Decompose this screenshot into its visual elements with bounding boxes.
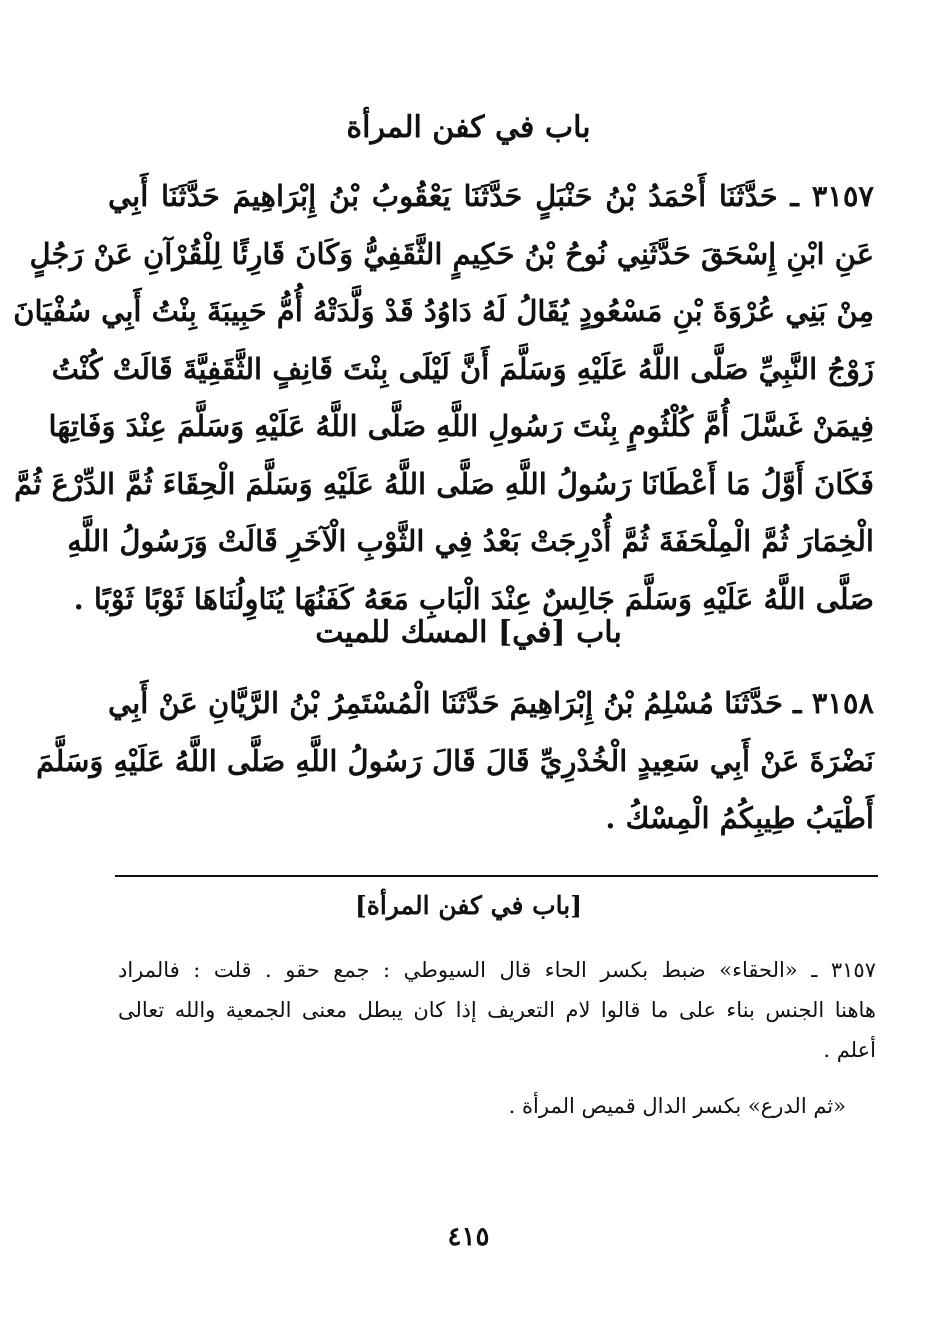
footnote-line: هاهنا الجنس بناء على ما قالوا لام التعريف إذا كان يبطل معنى الجمعية والله تعالى [118, 998, 876, 1022]
hadith-3158 [36, 675, 874, 848]
hadith-line: الْخِمَارَ ثُمَّ الْمِلْحَفَةَ ثُمَّ أُدْرِجَتْ بَعْدُ فِي الثَّوْبِ الْآخَرِ قَالَتْ وَرَسُولُ اللَّهِ [67, 524, 874, 558]
footnotes [118, 950, 876, 1126]
footnote-line: «ثم الدرع» بكسر الدال قميص المرأة . [508, 1094, 846, 1118]
footnote-line: ٣١٥٧ ـ «الحقاء» ضبط بكسر الحاء قال السيوطي : جمع حقو . قلت : فالمراد [118, 958, 876, 982]
chapter-heading-musk-for-deceased: باب [في] المسك للميت [315, 615, 622, 650]
hadith-line: مِنْ بَنِي عُرْوَةَ بْنِ مَسْعُودٍ يُقَالُ لَهُ دَاوُدُ قَدْ وَلَّدَتْهُ أُمُّ حَبِيبَةَ بِنْتُ أَبِي سُفْيَانَ [13, 294, 874, 328]
hadith-line: نَضْرَةَ عَنْ أَبِي سَعِيدٍ الْخُدْرِيِّ قَالَ قَالَ رَسُولُ اللَّهِ صَلَّى اللَّهُ عَلَيْهِ وَسَلَّمَ [36, 743, 874, 778]
hadith-line: عَنِ ابْنِ إِسْحَقَ حَدَّثَنِي نُوحُ بْنُ حَكِيمٍ الثَّقَفِيُّ وَكَانَ قَارِئًا لِلْقُرْآنِ عَنْ رَجُلٍ [29, 236, 874, 271]
hadith-line: فَكَانَ أَوَّلُ مَا أَعْطَانَا رَسُولُ اللَّهِ صَلَّى اللَّهُ عَلَيْهِ وَسَلَّمَ الْحِقَاءَ ثُمَّ الدِّرْعَ ثُمَّ [14, 466, 874, 501]
chapter-heading-shroud-of-woman: باب في كفن المرأة [346, 110, 591, 145]
footnote-divider [115, 875, 878, 877]
hadith-line: زَوْجُ النَّبِيِّ صَلَّى اللَّهُ عَلَيْهِ وَسَلَّمَ أَنَّ لَيْلَى بِنْتَ قَانِفٍ الثَّقَفِيَّةَ قَالَتْ كُنْتُ [51, 351, 874, 386]
footnote-line: أعلم . [823, 1038, 876, 1062]
footnote-heading: [باب في كفن المرأة] [354, 891, 583, 920]
hadith-line: ٣١٥٧ ـ حَدَّثَنَا أَحْمَدُ بْنُ حَنْبَلٍ حَدَّثَنَا يَعْقُوبُ بْنُ إِبْرَاهِيمَ حَدَّثَنَا أَبِي [108, 179, 874, 213]
hadith-line: أَطْيَبُ طِيبِكُمُ الْمِسْكُ . [605, 801, 874, 835]
hadith-line: صَلَّى اللَّهُ عَلَيْهِ وَسَلَّمَ جَالِسٌ عِنْدَ الْبَابِ مَعَهُ كَفَنُهَا يُنَاوِلُنَاهَا ثَوْبًا ثَوْبًا . [73, 581, 874, 616]
hadith-line: فِيمَنْ غَسَّلَ أُمَّ كُلْثُومٍ بِنْتَ رَسُولِ اللَّهِ صَلَّى اللَّهُ عَلَيْهِ وَسَلَّمَ عِنْدَ وَفَاتِهَا [48, 409, 874, 443]
hadith-line: ٣١٥٨ ـ حَدَّثَنَا مُسْلِمُ بْنُ إِبْرَاهِيمَ حَدَّثَنَا الْمُسْتَمِرُ بْنُ الرَّيَّانِ عَنْ أَبِي [108, 686, 874, 720]
page-number: ٤١٥ [447, 1222, 490, 1252]
hadith-3157 [13, 168, 874, 628]
